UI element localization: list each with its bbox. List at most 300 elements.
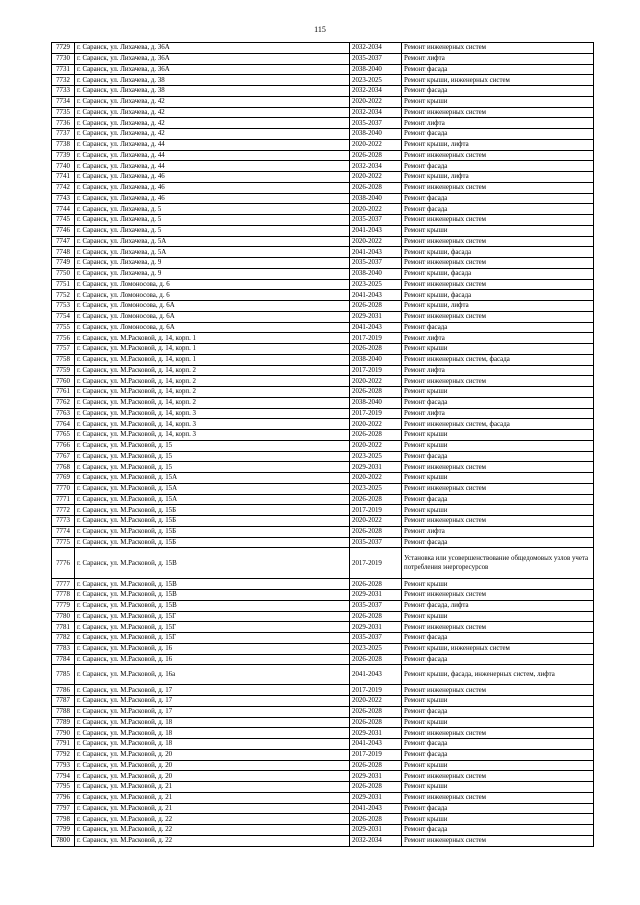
- row-number-cell: 7732: [52, 75, 75, 86]
- work-type-cell: Ремонт инженерных систем: [402, 483, 594, 494]
- row-number-cell: 7743: [52, 193, 75, 204]
- address-cell: г. Саранск, ул. М.Расковой, д. 22: [75, 835, 350, 846]
- row-number-cell: 7772: [52, 505, 75, 516]
- period-cell: 2032-2034: [350, 43, 402, 54]
- work-type-cell: Ремонт фасада: [402, 129, 594, 140]
- row-number-cell: 7793: [52, 760, 75, 771]
- address-cell: г. Саранск, ул. М.Расковой, д. 15Г: [75, 622, 350, 633]
- work-type-cell: Ремонт инженерных систем: [402, 258, 594, 269]
- period-cell: 2017-2019: [350, 749, 402, 760]
- address-cell: г. Саранск, ул. М.Расковой, д. 14, корп. 3: [75, 408, 350, 419]
- work-type-cell: Ремонт инженерных систем: [402, 622, 594, 633]
- table-row: [52, 408, 594, 419]
- address-cell: г. Саранск, ул. М.Расковой, д. 14, корп. 3: [75, 430, 350, 441]
- row-number-cell: 7782: [52, 633, 75, 644]
- address-cell: г. Саранск, ул. Лихачева, д. 5А: [75, 236, 350, 247]
- period-cell: 2029-2031: [350, 728, 402, 739]
- work-type-cell: Ремонт инженерных систем, фасада: [402, 354, 594, 365]
- table-row: [52, 118, 594, 129]
- row-number-cell: 7796: [52, 792, 75, 803]
- address-cell: г. Саранск, ул. М.Расковой, д. 15В: [75, 548, 350, 579]
- row-number-cell: 7737: [52, 129, 75, 140]
- period-cell: 2026-2028: [350, 150, 402, 161]
- work-type-cell: Ремонт инженерных систем: [402, 236, 594, 247]
- work-type-cell: Ремонт фасада, лифта: [402, 600, 594, 611]
- row-number-cell: 7733: [52, 86, 75, 97]
- work-type-cell: Ремонт фасада: [402, 193, 594, 204]
- period-cell: 2035-2037: [350, 118, 402, 129]
- period-cell: 2035-2037: [350, 600, 402, 611]
- row-number-cell: 7748: [52, 247, 75, 258]
- address-cell: г. Саранск, ул. М.Расковой, д. 15Г: [75, 633, 350, 644]
- row-number-cell: 7750: [52, 268, 75, 279]
- address-cell: г. Саранск, ул. М.Расковой, д. 20: [75, 749, 350, 760]
- address-cell: г. Саранск, ул. Лихачева, д. 46: [75, 193, 350, 204]
- table-row: [52, 590, 594, 601]
- row-number-cell: 7775: [52, 537, 75, 548]
- row-number-cell: 7755: [52, 322, 75, 333]
- address-cell: г. Саранск, ул. М.Расковой, д. 21: [75, 782, 350, 793]
- table-row: [52, 258, 594, 269]
- address-cell: г. Саранск, ул. М.Расковой, д. 15Б: [75, 516, 350, 527]
- work-type-cell: Ремонт крыши, лифта: [402, 172, 594, 183]
- period-cell: 2029-2031: [350, 462, 402, 473]
- row-number-cell: 7729: [52, 43, 75, 54]
- period-cell: 2020-2022: [350, 204, 402, 215]
- period-cell: 2020-2022: [350, 516, 402, 527]
- period-cell: 2026-2028: [350, 706, 402, 717]
- work-type-cell: Ремонт фасада: [402, 161, 594, 172]
- row-number-cell: 7753: [52, 301, 75, 312]
- table-row: [52, 803, 594, 814]
- work-type-cell: Ремонт фасада: [402, 654, 594, 665]
- work-type-cell: Ремонт крыши: [402, 782, 594, 793]
- period-cell: 2035-2037: [350, 258, 402, 269]
- table-row: [52, 548, 594, 579]
- work-type-cell: Ремонт инженерных систем: [402, 835, 594, 846]
- work-type-cell: Ремонт фасада: [402, 451, 594, 462]
- table-row: [52, 225, 594, 236]
- period-cell: 2026-2028: [350, 182, 402, 193]
- period-cell: 2017-2019: [350, 548, 402, 579]
- table-row: [52, 462, 594, 473]
- row-number-cell: 7787: [52, 696, 75, 707]
- work-type-cell: Ремонт лифта: [402, 526, 594, 537]
- period-cell: 2023-2025: [350, 279, 402, 290]
- address-cell: г. Саранск, ул. Лихачева, д. 38: [75, 86, 350, 97]
- row-number-cell: 7777: [52, 579, 75, 590]
- address-cell: г. Саранск, ул. Лихачева, д. 36А: [75, 53, 350, 64]
- table-row: [52, 526, 594, 537]
- work-type-cell: Ремонт фасада: [402, 633, 594, 644]
- row-number-cell: 7740: [52, 161, 75, 172]
- address-cell: г. Саранск, ул. М.Расковой, д. 15Б: [75, 505, 350, 516]
- address-cell: г. Саранск, ул. Лихачева, д. 36А: [75, 43, 350, 54]
- address-cell: г. Саранск, ул. М.Расковой, д. 18: [75, 728, 350, 739]
- work-type-cell: Ремонт инженерных систем, фасада: [402, 419, 594, 430]
- table-row: [52, 290, 594, 301]
- table-row: [52, 451, 594, 462]
- table-row: [52, 344, 594, 355]
- table-row: [52, 728, 594, 739]
- work-type-cell: Ремонт крыши: [402, 473, 594, 484]
- work-type-cell: Ремонт крыши, фасада, инженерных систем, лифта: [402, 665, 594, 685]
- work-type-cell: Ремонт крыши: [402, 814, 594, 825]
- address-cell: г. Саранск, ул. М.Расковой, д. 15А: [75, 473, 350, 484]
- table-row: [52, 643, 594, 654]
- period-cell: 2020-2022: [350, 139, 402, 150]
- table-row: [52, 600, 594, 611]
- period-cell: 2038-2040: [350, 354, 402, 365]
- period-cell: 2020-2022: [350, 376, 402, 387]
- table-row: [52, 483, 594, 494]
- row-number-cell: 7752: [52, 290, 75, 301]
- table-row: [52, 782, 594, 793]
- period-cell: 2032-2034: [350, 161, 402, 172]
- work-type-cell: Ремонт крыши: [402, 440, 594, 451]
- address-cell: г. Саранск, ул. М.Расковой, д. 22: [75, 825, 350, 836]
- address-cell: г. Саранск, ул. М.Расковой, д. 21: [75, 792, 350, 803]
- row-number-cell: 7769: [52, 473, 75, 484]
- table-row: [52, 760, 594, 771]
- period-cell: 2032-2034: [350, 835, 402, 846]
- address-cell: г. Саранск, ул. Лихачева, д. 44: [75, 139, 350, 150]
- period-cell: 2029-2031: [350, 311, 402, 322]
- period-cell: 2035-2037: [350, 215, 402, 226]
- work-type-cell: Ремонт инженерных систем: [402, 279, 594, 290]
- period-cell: 2029-2031: [350, 825, 402, 836]
- period-cell: 2026-2028: [350, 611, 402, 622]
- row-number-cell: 7735: [52, 107, 75, 118]
- row-number-cell: 7763: [52, 408, 75, 419]
- address-cell: г. Саранск, ул. Лихачева, д. 42: [75, 118, 350, 129]
- address-cell: г. Саранск, ул. М.Расковой, д. 14, корп. 2: [75, 376, 350, 387]
- address-cell: г. Саранск, ул. М.Расковой, д. 15А: [75, 483, 350, 494]
- work-type-cell: Ремонт фасада: [402, 322, 594, 333]
- period-cell: 2035-2037: [350, 53, 402, 64]
- table-row: [52, 75, 594, 86]
- row-number-cell: 7766: [52, 440, 75, 451]
- row-number-cell: 7789: [52, 717, 75, 728]
- table-row: [52, 505, 594, 516]
- work-type-cell: Ремонт фасада: [402, 397, 594, 408]
- table-row: [52, 333, 594, 344]
- row-number-cell: 7768: [52, 462, 75, 473]
- period-cell: 2017-2019: [350, 505, 402, 516]
- work-type-cell: Ремонт инженерных систем: [402, 462, 594, 473]
- address-cell: г. Саранск, ул. Лихачева, д. 5: [75, 215, 350, 226]
- row-number-cell: 7785: [52, 665, 75, 685]
- table-row: [52, 665, 594, 685]
- table-row: [52, 473, 594, 484]
- table-row: [52, 494, 594, 505]
- row-number-cell: 7738: [52, 139, 75, 150]
- work-type-cell: Ремонт крыши, фасада: [402, 268, 594, 279]
- address-cell: г. Саранск, ул. Лихачева, д. 5: [75, 225, 350, 236]
- row-number-cell: 7749: [52, 258, 75, 269]
- period-cell: 2020-2022: [350, 236, 402, 247]
- row-number-cell: 7757: [52, 344, 75, 355]
- address-cell: г. Саранск, ул. М.Расковой, д. 22: [75, 814, 350, 825]
- work-type-cell: Ремонт фасада: [402, 749, 594, 760]
- row-number-cell: 7799: [52, 825, 75, 836]
- table-row: [52, 387, 594, 398]
- period-cell: 2020-2022: [350, 96, 402, 107]
- address-cell: г. Саранск, ул. М.Расковой, д. 17: [75, 706, 350, 717]
- work-type-cell: Ремонт инженерных систем: [402, 685, 594, 696]
- table-row: [52, 814, 594, 825]
- period-cell: 2038-2040: [350, 64, 402, 75]
- table-row: [52, 622, 594, 633]
- row-number-cell: 7795: [52, 782, 75, 793]
- address-cell: г. Саранск, ул. Лихачева, д. 9: [75, 258, 350, 269]
- row-number-cell: 7736: [52, 118, 75, 129]
- table-row: [52, 706, 594, 717]
- period-cell: 2038-2040: [350, 268, 402, 279]
- row-number-cell: 7739: [52, 150, 75, 161]
- work-type-cell: Ремонт инженерных систем: [402, 311, 594, 322]
- table-row: [52, 440, 594, 451]
- row-number-cell: 7730: [52, 53, 75, 64]
- work-type-cell: Ремонт крыши, лифта: [402, 139, 594, 150]
- address-cell: г. Саранск, ул. Лихачева, д. 5: [75, 204, 350, 215]
- address-cell: г. Саранск, ул. М.Расковой, д. 16: [75, 654, 350, 665]
- address-cell: г. Саранск, ул. М.Расковой, д. 15Г: [75, 611, 350, 622]
- period-cell: 2026-2028: [350, 654, 402, 665]
- address-cell: г. Саранск, ул. Лихачева, д. 42: [75, 129, 350, 140]
- row-number-cell: 7746: [52, 225, 75, 236]
- address-cell: г. Саранск, ул. Ломоносова, д. 6А: [75, 301, 350, 312]
- table-row: [52, 825, 594, 836]
- table-row: [52, 129, 594, 140]
- address-cell: г. Саранск, ул. М.Расковой, д. 14, корп. 2: [75, 397, 350, 408]
- table-row: [52, 792, 594, 803]
- address-cell: г. Саранск, ул. Лихачева, д. 42: [75, 107, 350, 118]
- period-cell: 2035-2037: [350, 633, 402, 644]
- address-cell: г. Саранск, ул. М.Расковой, д. 15А: [75, 494, 350, 505]
- address-cell: г. Саранск, ул. М.Расковой, д. 16а: [75, 665, 350, 685]
- table-row: [52, 86, 594, 97]
- address-cell: г. Саранск, ул. М.Расковой, д. 15В: [75, 600, 350, 611]
- row-number-cell: 7773: [52, 516, 75, 527]
- table-row: [52, 419, 594, 430]
- row-number-cell: 7759: [52, 365, 75, 376]
- period-cell: 2023-2025: [350, 483, 402, 494]
- work-type-cell: Ремонт лифта: [402, 333, 594, 344]
- address-cell: г. Саранск, ул. М.Расковой, д. 18: [75, 739, 350, 750]
- address-cell: г. Саранск, ул. М.Расковой, д. 16: [75, 643, 350, 654]
- row-number-cell: 7754: [52, 311, 75, 322]
- work-type-cell: Ремонт крыши: [402, 717, 594, 728]
- table-row: [52, 161, 594, 172]
- address-cell: г. Саранск, ул. М.Расковой, д. 15: [75, 451, 350, 462]
- period-cell: 2041-2043: [350, 247, 402, 258]
- table-row: [52, 322, 594, 333]
- period-cell: 2023-2025: [350, 643, 402, 654]
- work-type-cell: Ремонт фасада: [402, 64, 594, 75]
- table-row: [52, 397, 594, 408]
- table-row: [52, 139, 594, 150]
- row-number-cell: 7784: [52, 654, 75, 665]
- work-type-cell: Ремонт крыши, фасада: [402, 247, 594, 258]
- row-number-cell: 7794: [52, 771, 75, 782]
- table-row: [52, 268, 594, 279]
- work-type-cell: Ремонт крыши: [402, 611, 594, 622]
- period-cell: 2020-2022: [350, 172, 402, 183]
- table-row: [52, 516, 594, 527]
- period-cell: 2026-2028: [350, 760, 402, 771]
- work-type-cell: Ремонт инженерных систем: [402, 107, 594, 118]
- address-cell: г. Саранск, ул. Лихачева, д. 9: [75, 268, 350, 279]
- work-type-cell: Ремонт крыши, инженерных систем: [402, 75, 594, 86]
- table-row: [52, 172, 594, 183]
- work-type-cell: Ремонт лифта: [402, 365, 594, 376]
- row-number-cell: 7790: [52, 728, 75, 739]
- period-cell: 2029-2031: [350, 792, 402, 803]
- address-cell: г. Саранск, ул. Ломоносова, д. 6А: [75, 322, 350, 333]
- address-cell: г. Саранск, ул. Лихачева, д. 46: [75, 172, 350, 183]
- address-cell: г. Саранск, ул. М.Расковой, д. 15Б: [75, 537, 350, 548]
- period-cell: 2020-2022: [350, 696, 402, 707]
- address-cell: г. Саранск, ул. М.Расковой, д. 14, корп. 2: [75, 365, 350, 376]
- table-row: [52, 696, 594, 707]
- work-type-cell: Ремонт фасада: [402, 537, 594, 548]
- period-cell: 2038-2040: [350, 397, 402, 408]
- address-cell: г. Саранск, ул. М.Расковой, д. 14, корп. 1: [75, 344, 350, 355]
- row-number-cell: 7764: [52, 419, 75, 430]
- address-cell: г. Саранск, ул. Лихачева, д. 44: [75, 161, 350, 172]
- address-cell: г. Саранск, ул. Лихачева, д. 42: [75, 96, 350, 107]
- table-row: [52, 204, 594, 215]
- address-cell: г. Саранск, ул. Лихачева, д. 46: [75, 182, 350, 193]
- table-row: [52, 107, 594, 118]
- address-cell: г. Саранск, ул. М.Расковой, д. 20: [75, 760, 350, 771]
- work-type-cell: Ремонт инженерных систем: [402, 43, 594, 54]
- work-type-cell: Ремонт фасада: [402, 204, 594, 215]
- row-number-cell: 7786: [52, 685, 75, 696]
- row-number-cell: 7767: [52, 451, 75, 462]
- work-type-cell: Ремонт крыши: [402, 96, 594, 107]
- work-type-cell: Ремонт фасада: [402, 494, 594, 505]
- work-type-cell: Ремонт крыши, инженерных систем: [402, 643, 594, 654]
- period-cell: 2017-2019: [350, 408, 402, 419]
- address-cell: г. Саранск, ул. Лихачева, д. 36А: [75, 64, 350, 75]
- table-body: [52, 43, 594, 847]
- period-cell: 2035-2037: [350, 537, 402, 548]
- period-cell: 2026-2028: [350, 430, 402, 441]
- row-number-cell: 7734: [52, 96, 75, 107]
- period-cell: 2017-2019: [350, 685, 402, 696]
- row-number-cell: 7792: [52, 749, 75, 760]
- address-cell: г. Саранск, ул. М.Расковой, д. 15В: [75, 579, 350, 590]
- row-number-cell: 7800: [52, 835, 75, 846]
- work-type-cell: Ремонт лифта: [402, 53, 594, 64]
- work-type-cell: Ремонт инженерных систем: [402, 590, 594, 601]
- work-type-cell: Ремонт крыши, лифта: [402, 301, 594, 312]
- address-cell: г. Саранск, ул. М.Расковой, д. 17: [75, 685, 350, 696]
- work-type-cell: Ремонт крыши: [402, 579, 594, 590]
- table-row: [52, 43, 594, 54]
- repair-schedule-table: [51, 42, 594, 847]
- period-cell: 2023-2025: [350, 75, 402, 86]
- period-cell: 2029-2031: [350, 771, 402, 782]
- row-number-cell: 7783: [52, 643, 75, 654]
- row-number-cell: 7774: [52, 526, 75, 537]
- table-row: [52, 430, 594, 441]
- period-cell: 2041-2043: [350, 290, 402, 301]
- period-cell: 2023-2025: [350, 451, 402, 462]
- table-row: [52, 301, 594, 312]
- row-number-cell: 7758: [52, 354, 75, 365]
- work-type-cell: Установка или усовершенствование общедомовых узлов учета потребления энергоресурсов: [402, 548, 594, 579]
- table-row: [52, 835, 594, 846]
- address-cell: г. Саранск, ул. Лихачева, д. 44: [75, 150, 350, 161]
- period-cell: 2026-2028: [350, 717, 402, 728]
- period-cell: 2020-2022: [350, 419, 402, 430]
- work-type-cell: Ремонт крыши: [402, 225, 594, 236]
- row-number-cell: 7791: [52, 739, 75, 750]
- row-number-cell: 7797: [52, 803, 75, 814]
- period-cell: 2041-2043: [350, 665, 402, 685]
- period-cell: 2029-2031: [350, 590, 402, 601]
- address-cell: г. Саранск, ул. М.Расковой, д. 15: [75, 440, 350, 451]
- period-cell: 2017-2019: [350, 365, 402, 376]
- page-number: 115: [314, 25, 326, 34]
- row-number-cell: 7779: [52, 600, 75, 611]
- table-row: [52, 376, 594, 387]
- address-cell: г. Саранск, ул. М.Расковой, д. 20: [75, 771, 350, 782]
- table-row: [52, 354, 594, 365]
- work-type-cell: Ремонт инженерных систем: [402, 771, 594, 782]
- address-cell: г. Саранск, ул. М.Расковой, д. 14, корп. 1: [75, 354, 350, 365]
- work-type-cell: Ремонт фасада: [402, 803, 594, 814]
- work-type-cell: Ремонт крыши, фасада: [402, 290, 594, 301]
- address-cell: г. Саранск, ул. М.Расковой, д. 18: [75, 717, 350, 728]
- row-number-cell: 7741: [52, 172, 75, 183]
- work-type-cell: Ремонт инженерных систем: [402, 516, 594, 527]
- period-cell: 2029-2031: [350, 622, 402, 633]
- work-type-cell: Ремонт фасада: [402, 86, 594, 97]
- table-row: [52, 749, 594, 760]
- row-number-cell: 7778: [52, 590, 75, 601]
- address-cell: г. Саранск, ул. М.Расковой, д. 15: [75, 462, 350, 473]
- row-number-cell: 7780: [52, 611, 75, 622]
- period-cell: 2020-2022: [350, 440, 402, 451]
- period-cell: 2038-2040: [350, 193, 402, 204]
- row-number-cell: 7771: [52, 494, 75, 505]
- table-row: [52, 236, 594, 247]
- table-row: [52, 279, 594, 290]
- work-type-cell: Ремонт инженерных систем: [402, 182, 594, 193]
- period-cell: 2041-2043: [350, 225, 402, 236]
- table-row: [52, 64, 594, 75]
- period-cell: 2041-2043: [350, 739, 402, 750]
- work-type-cell: Ремонт инженерных систем: [402, 215, 594, 226]
- work-type-cell: Ремонт крыши: [402, 760, 594, 771]
- period-cell: 2026-2028: [350, 387, 402, 398]
- period-cell: 2041-2043: [350, 803, 402, 814]
- row-number-cell: 7770: [52, 483, 75, 494]
- table-row: [52, 311, 594, 322]
- work-type-cell: Ремонт крыши: [402, 505, 594, 516]
- period-cell: 2041-2043: [350, 322, 402, 333]
- row-number-cell: 7731: [52, 64, 75, 75]
- table-row: [52, 739, 594, 750]
- row-number-cell: 7760: [52, 376, 75, 387]
- address-cell: г. Саранск, ул. Лихачева, д. 38: [75, 75, 350, 86]
- table-row: [52, 182, 594, 193]
- row-number-cell: 7781: [52, 622, 75, 633]
